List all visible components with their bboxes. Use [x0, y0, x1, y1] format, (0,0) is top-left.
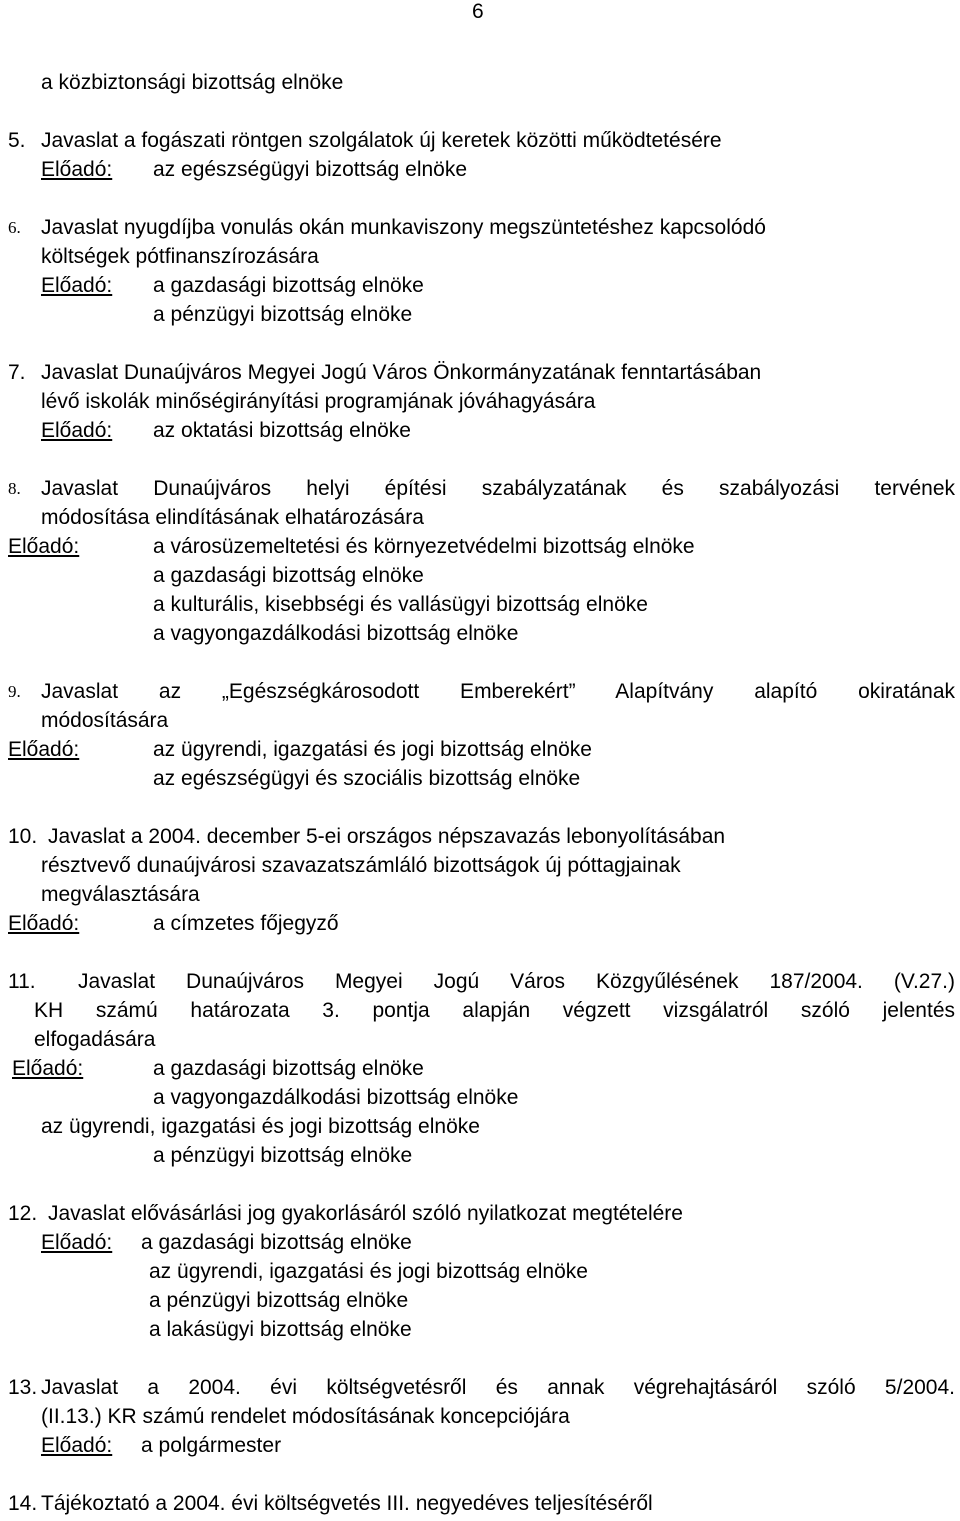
presenter-label: Előadó: [41, 1231, 113, 1254]
presenter: a pénzügyi bizottság elnöke [153, 303, 413, 326]
item-number: 6. [8, 218, 21, 237]
presenter: a polgármester [141, 1434, 282, 1457]
item-title-line: Javaslat elővásárlási jog gyakorlásáról szóló nyilatkozat megtételére [48, 1202, 683, 1225]
presenter: az ügyrendi, igazgatási és jogi bizottság elnöke [41, 1115, 480, 1138]
presenter: a gazdasági bizottság elnöke [153, 564, 424, 587]
item-title-line: lévő iskolák minőségirányítási programjának jóváhagyására [41, 390, 596, 413]
item-title-line: (II.13.) KR számú rendelet módosításának koncepciójára [41, 1405, 570, 1428]
presenter: a vagyongazdálkodási bizottság elnöke [153, 622, 519, 645]
item-number: 9. [8, 682, 21, 701]
item-title-line: Javaslat Dunaújváros Megyei Jogú Város Közgyűlésének 187/2004. (V.27.) [78, 970, 955, 993]
item-number: 13. [8, 1376, 38, 1399]
presenter-label: Előadó: [8, 738, 80, 761]
presenter: a városüzemeltetési és környezetvédelmi bizottság elnöke [153, 535, 695, 558]
presenter-label: Előadó: [41, 158, 113, 181]
item-title-line: Javaslat nyugdíjba vonulás okán munkaviszony megszüntetéshez kapcsolódó [41, 216, 766, 239]
item-title-line: KH számú határozata 3. pontja alapján végzett vizsgálatról szóló jelentés [34, 999, 955, 1022]
presenter: a pénzügyi bizottság elnöke [153, 1144, 413, 1167]
item-number: 11. [8, 970, 36, 993]
item-title-line: Javaslat az „Egészségkárosodott Emberekért” Alapítvány alapító okiratának [41, 680, 955, 703]
item-number: 14. [8, 1492, 38, 1515]
presenter: a gazdasági bizottság elnöke [153, 274, 424, 297]
presenter-label: Előadó: [41, 274, 113, 297]
item-number: 5. [8, 129, 26, 152]
presenter: a gazdasági bizottság elnöke [153, 1057, 424, 1080]
presenter: az ügyrendi, igazgatási és jogi bizottság elnöke [149, 1260, 588, 1283]
item-number: 10. [8, 825, 38, 848]
presenter: az ügyrendi, igazgatási és jogi bizottság elnöke [153, 738, 592, 761]
presenter-label: Előadó: [8, 912, 80, 935]
item-title-line: módosítása elindításának elhatározására [41, 506, 424, 529]
previous-item-continuation: a közbiztonsági bizottság elnöke [41, 71, 344, 94]
presenter: az oktatási bizottság elnöke [153, 419, 411, 442]
item-title-line: módosítására [41, 709, 169, 732]
item-title-line: Javaslat a fogászati röntgen szolgálatok új keretek közötti működtetésére [41, 129, 722, 152]
item-title-line: Javaslat a 2004. december 5-ei országos népszavazás lebonyolításában [48, 825, 726, 848]
item-title-line: elfogadására [34, 1028, 156, 1051]
item-number: 7. [8, 361, 26, 384]
item-title-line: megválasztására [41, 883, 200, 906]
presenter: a lakásügyi bizottság elnöke [149, 1318, 412, 1341]
presenter-label: Előadó: [41, 1434, 113, 1457]
presenter-label: Előadó: [8, 535, 80, 558]
presenter: a címzetes főjegyző [153, 912, 339, 935]
item-number: 8. [8, 479, 21, 498]
item-number: 12. [8, 1202, 38, 1225]
presenter: a gazdasági bizottság elnöke [141, 1231, 412, 1254]
presenter: a pénzügyi bizottság elnöke [149, 1289, 409, 1312]
presenter: az egészségügyi bizottság elnöke [153, 158, 468, 181]
presenter: az egészségügyi és szociális bizottság elnöke [153, 767, 581, 790]
presenter-label: Előadó: [12, 1057, 84, 1080]
page-number: 6 [472, 0, 484, 23]
item-title-line: Javaslat Dunaújváros helyi építési szabályzatának és szabályozási tervének [41, 477, 955, 500]
item-title-line: Tájékoztató a 2004. évi költségvetés III. negyedéves teljesítéséről [41, 1492, 653, 1515]
presenter-label: Előadó: [41, 419, 113, 442]
presenter: a kulturális, kisebbségi és vallásügyi bizottság elnöke [153, 593, 648, 616]
item-title-line: résztvevő dunaújvárosi szavazatszámláló bizottságok új póttagjainak [41, 854, 681, 877]
item-title-line: költségek pótfinanszírozására [41, 245, 319, 268]
presenter: a vagyongazdálkodási bizottság elnöke [153, 1086, 519, 1109]
item-title-line: Javaslat Dunaújváros Megyei Jogú Város Önkormányzatának fenntartásában [41, 361, 762, 384]
item-title-line: Javaslat a 2004. évi költségvetésről és annak végrehajtásáról szóló 5/2004. [41, 1376, 955, 1399]
